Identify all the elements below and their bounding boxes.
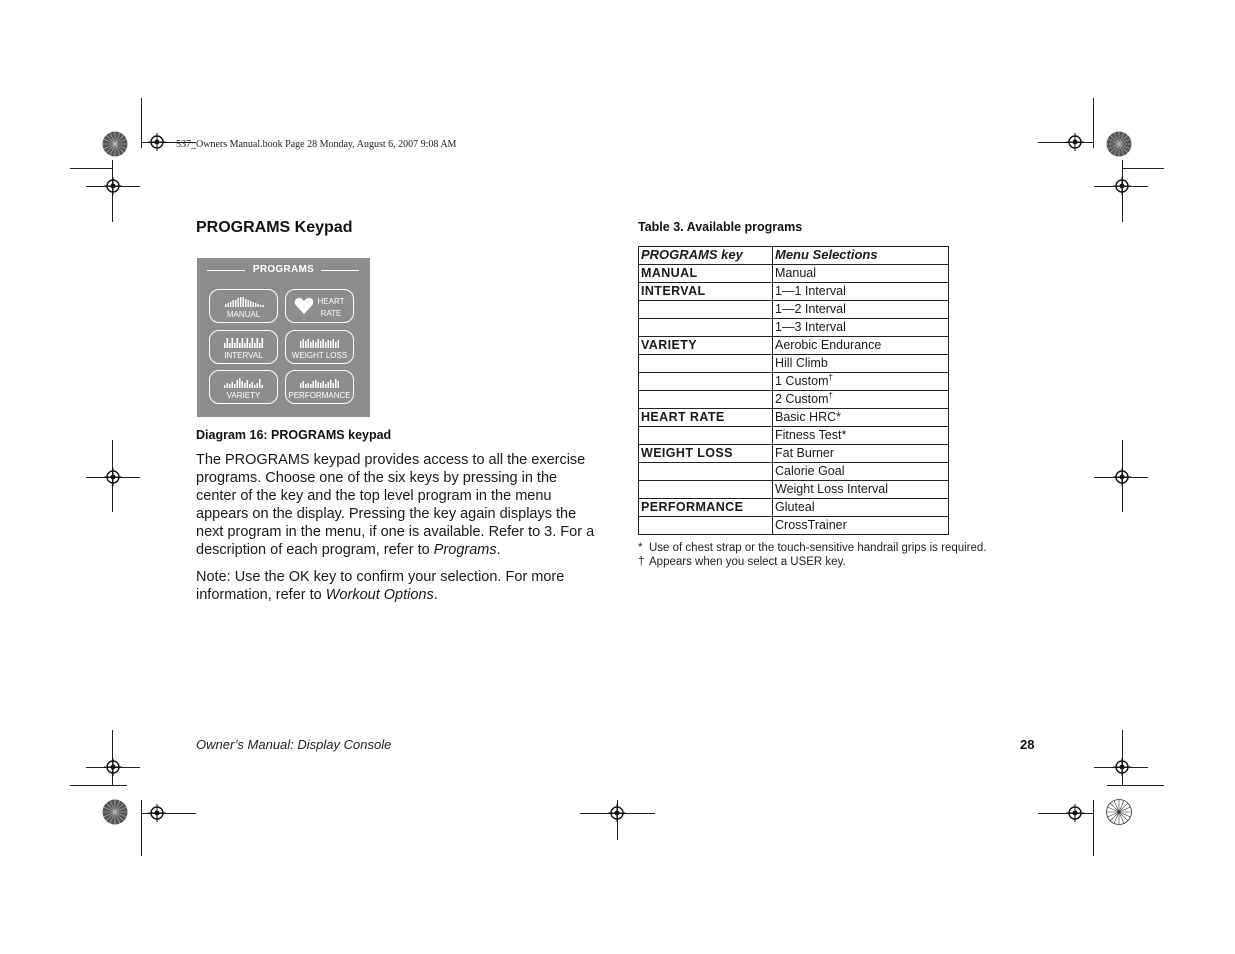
table-row [639, 463, 949, 481]
menu-selection-cell [773, 499, 949, 517]
menu-selection-text: Gluteal [775, 500, 815, 514]
footnote-symbol: † [638, 556, 645, 568]
menu-selection-text: Basic HRC* [775, 410, 841, 424]
note-paragraph [196, 568, 598, 604]
registration-rosette-icon [102, 131, 128, 157]
table-row [639, 517, 949, 535]
workout-options-link[interactable]: Workout Options [325, 587, 434, 603]
programs-key-cell [639, 373, 773, 391]
table-row [639, 481, 949, 499]
menu-selection-cell [773, 517, 949, 535]
keypad-title: PROGRAMS [252, 264, 315, 275]
menu-selection-text: Fat Burner [775, 446, 835, 460]
dagger-mark: † [828, 391, 833, 400]
section-title: PROGRAMS Keypad [196, 219, 353, 236]
menu-selection-cell [773, 481, 949, 499]
menu-selection-cell [773, 409, 949, 427]
menu-selection-text: Manual [775, 266, 816, 280]
menu-selection-text: Hill Climb [775, 356, 828, 370]
table-row [639, 283, 949, 301]
programs-key-cell [639, 481, 773, 499]
footnote-symbol: * [638, 542, 643, 554]
menu-selection-cell [773, 445, 949, 463]
registration-rosette-icon [1106, 131, 1132, 157]
programs-key-cell [639, 427, 773, 445]
table-row [639, 427, 949, 445]
footer-title: Owner’s Manual: Display Console [196, 737, 392, 752]
menu-selection-text: 1—2 Interval [775, 302, 846, 316]
menu-selection-cell [773, 391, 949, 409]
page-number: 28 [1020, 737, 1035, 752]
menu-selection-text: 1—1 Interval [775, 284, 846, 298]
programs-key-cell: PERFORMANCE [639, 499, 773, 517]
crosshair-icon [1113, 758, 1131, 776]
menu-selection-cell [773, 427, 949, 445]
menu-selection-cell [773, 283, 949, 301]
heart-rate-key [285, 289, 354, 323]
programs-keypad-diagram [197, 258, 370, 417]
manual-key [209, 289, 278, 323]
programs-key-cell: MANUAL [639, 265, 773, 283]
menu-selection-cell [773, 319, 949, 337]
performance-bars-icon [286, 375, 353, 389]
column-header-menu-selections: Menu Selections [773, 247, 949, 265]
crosshair-icon [1113, 468, 1131, 486]
table-row [639, 355, 949, 373]
footnote-text: Appears when you select a USER key. [649, 556, 846, 568]
menu-selection-text: Fitness Test* [775, 428, 847, 442]
programs-key-cell [639, 319, 773, 337]
table-row [639, 445, 949, 463]
table-row [639, 391, 949, 409]
table-row [639, 499, 949, 517]
crosshair-icon [608, 804, 626, 822]
paragraph-end: . [496, 542, 501, 558]
crosshair-icon [104, 758, 122, 776]
menu-selection-cell [773, 355, 949, 373]
key-label: VARIETY [226, 391, 261, 400]
diagram-caption: Diagram 16: PROGRAMS keypad [196, 428, 392, 442]
variety-bars-icon [210, 375, 277, 389]
menu-selection-cell [773, 463, 949, 481]
key-label: HEART RATE [317, 297, 345, 318]
table-header-row [639, 247, 949, 265]
programs-key-cell [639, 355, 773, 373]
column-header-programs-key: PROGRAMS key [639, 247, 773, 265]
footnote-text: Use of chest strap or the touch-sensitive handrail grips is required. [649, 542, 987, 554]
menu-selection-text: 1—3 Interval [775, 320, 846, 334]
programs-key-cell [639, 517, 773, 535]
menu-selection-cell [773, 301, 949, 319]
menu-selection-text: Calorie Goal [775, 464, 845, 478]
programs-key-cell: VARIETY [639, 337, 773, 355]
table-row [639, 265, 949, 283]
programs-key-cell: WEIGHT LOSS [639, 445, 773, 463]
description-paragraph [196, 451, 598, 559]
table-row [639, 373, 949, 391]
programs-key-cell: HEART RATE [639, 409, 773, 427]
programs-key-cell [639, 391, 773, 409]
crosshair-icon [1066, 133, 1084, 151]
crosshair-icon [148, 804, 166, 822]
footnote-user-key [638, 556, 846, 568]
crosshair-icon [1066, 804, 1084, 822]
registration-rosette-icon [1106, 799, 1132, 825]
menu-selection-text: Weight Loss Interval [775, 482, 889, 496]
weight-loss-bars-icon [286, 335, 353, 349]
menu-selection-cell [773, 265, 949, 283]
menu-selection-text: CrossTrainer [775, 518, 847, 532]
menu-selection-text: Aerobic Endurance [775, 338, 882, 352]
note-end: . [433, 587, 438, 603]
footnote-chest-strap [638, 542, 987, 554]
note-label: Note: [196, 569, 231, 585]
menu-selection-text: 2 Custom [775, 392, 829, 406]
manual-bars-icon [210, 294, 277, 308]
table-row [639, 409, 949, 427]
table-row [639, 319, 949, 337]
heart-icon [294, 297, 314, 320]
menu-selection-cell [773, 373, 949, 391]
menu-selection-text: 1 Custom [775, 374, 829, 388]
crosshair-icon [104, 468, 122, 486]
note-text: Use the OK key to confirm your selection. For more information, refer to [196, 569, 565, 603]
paragraph-text: The PROGRAMS keypad provides access to all the exercise programs. Choose one of the six keys by pressing in the center of the key and the top level program in the menu appears on the display. Pressing the key again displays the next program in the menu, if one is available. Refer to 3. For a description of each program, refer to [196, 452, 595, 558]
key-label: INTERVAL [224, 351, 263, 360]
interval-bars-icon [210, 335, 277, 349]
programs-key-cell [639, 463, 773, 481]
programs-reference-link[interactable]: Programs [433, 542, 497, 558]
dagger-mark: † [828, 373, 833, 382]
table-row [639, 337, 949, 355]
programs-key-cell [639, 301, 773, 319]
interval-key [209, 330, 278, 364]
menu-selection-cell [773, 337, 949, 355]
key-label: MANUAL [226, 310, 261, 319]
weight-loss-key [285, 330, 354, 364]
crosshair-icon [148, 133, 166, 151]
registration-rosette-icon [102, 799, 128, 825]
book-stamp: 537_Owners Manual.book Page 28 Monday, August 6, 2007 9:08 AM [176, 139, 457, 150]
key-label: WEIGHT LOSS [291, 351, 348, 360]
table-row [639, 301, 949, 319]
programs-key-cell: INTERVAL [639, 283, 773, 301]
performance-key [285, 370, 354, 404]
available-programs-table [638, 246, 949, 535]
variety-key [209, 370, 278, 404]
key-label: PERFORMANCE [288, 391, 351, 400]
table-caption: Table 3. Available programs [638, 220, 803, 234]
